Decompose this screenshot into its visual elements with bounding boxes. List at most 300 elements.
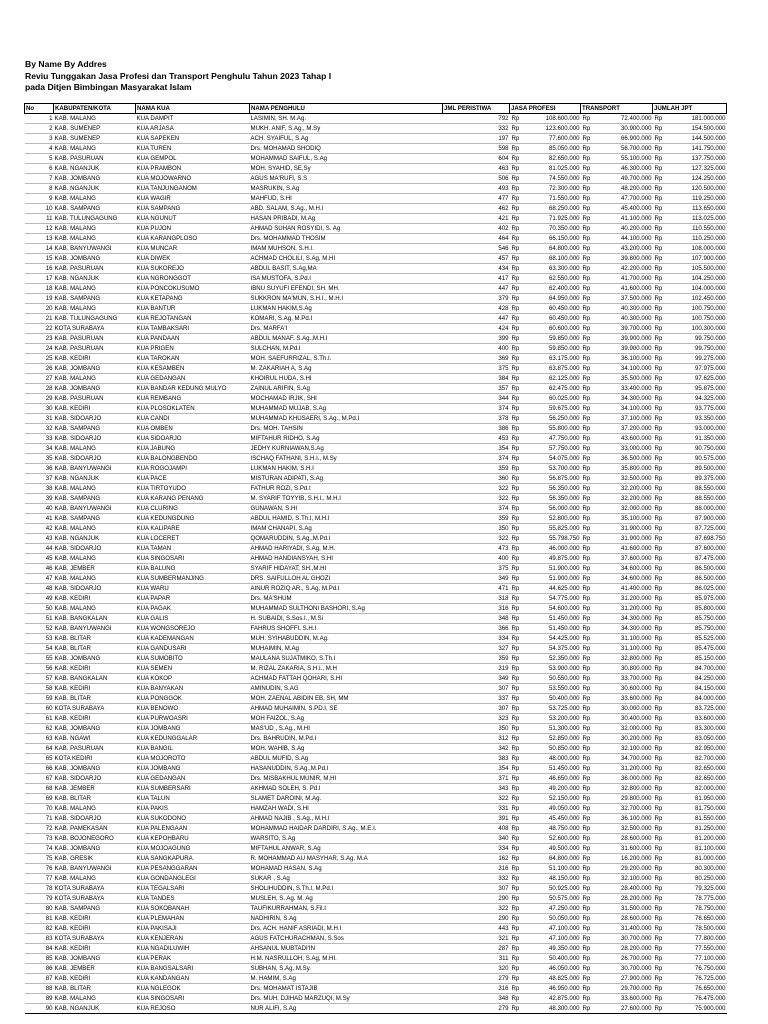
cell-transport: 28.400.000	[594, 884, 653, 894]
cell-nama-kua: KUA PLOSOKLATEN	[136, 404, 250, 414]
header-jasa-profesi: JASA PROFESI	[510, 104, 581, 114]
cell-nama-penghulu: AGUS MA'RUFI, S.S	[250, 174, 443, 184]
cell-currency: Rp	[581, 564, 594, 574]
cell-currency: Rp	[510, 874, 523, 884]
cell-nama-kua: KUA SANGKAPURA	[136, 854, 250, 864]
cell-currency: Rp	[510, 184, 523, 194]
cell-no: 1	[25, 114, 54, 124]
table-row	[25, 994, 727, 1004]
cell-no: 76	[25, 864, 54, 874]
cell-currency: Rp	[510, 114, 523, 124]
cell-jumlah-jpt: 78.775.000	[666, 894, 727, 904]
cell-currency: Rp	[653, 494, 666, 504]
cell-jml-peristiwa: 400	[443, 344, 510, 354]
cell-currency: Rp	[510, 214, 523, 224]
cell-jml-peristiwa: 378	[443, 414, 510, 424]
cell-jumlah-jpt: 107.900.000	[666, 254, 727, 264]
cell-nama-kua: KUA KARANGPLOSO	[136, 234, 250, 244]
cell-currency: Rp	[510, 774, 523, 784]
cell-currency: Rp	[581, 814, 594, 824]
cell-jasa-profesi: 42.875.000	[523, 994, 581, 1004]
table-row	[25, 504, 727, 514]
cell-no: 11	[25, 214, 54, 224]
cell-jumlah-jpt: 78.750.000	[666, 904, 727, 914]
cell-nama-penghulu: MIFTAHUL ANWAR, S.Ag	[250, 844, 443, 854]
cell-jml-peristiwa: 371	[443, 774, 510, 784]
cell-no: 65	[25, 754, 54, 764]
cell-no: 32	[25, 424, 54, 434]
table-row	[25, 634, 727, 644]
cell-nama-kua: KUA ROGOJAMPI	[136, 464, 250, 474]
cell-no: 75	[25, 854, 54, 864]
cell-kabupaten: KAB. MALANG	[54, 804, 136, 814]
cell-jml-peristiwa: 307	[443, 884, 510, 894]
cell-currency: Rp	[581, 914, 594, 924]
cell-nama-penghulu: Drs. MOHAMMAD THOSIM	[250, 234, 443, 244]
cell-no: 48	[25, 584, 54, 594]
cell-no: 49	[25, 594, 54, 604]
cell-jumlah-jpt: 105.500.000	[666, 264, 727, 274]
cell-no: 67	[25, 774, 54, 784]
cell-nama-kua: KUA KALIPARE	[136, 524, 250, 534]
cell-nama-penghulu: MUHAIMIN, M.Ag	[250, 644, 443, 654]
cell-nama-kua: KUA BANGSALSARI	[136, 964, 250, 974]
cell-jasa-profesi: 64.800.000	[523, 244, 581, 254]
cell-kabupaten: KAB. NGANJUK	[54, 474, 136, 484]
cell-transport: 49.700.000	[594, 174, 653, 184]
table-row	[25, 874, 727, 884]
table-row	[25, 324, 727, 334]
cell-currency: Rp	[653, 564, 666, 574]
cell-jumlah-jpt: 83.300.000	[666, 724, 727, 734]
cell-nama-penghulu: AHMAD SUHAN ROSYIDI, S. Ag	[250, 224, 443, 234]
cell-jumlah-jpt: 110.250.000	[666, 234, 727, 244]
cell-nama-penghulu: SUBHAN, S.Ag, M.Sy.	[250, 964, 443, 974]
cell-jasa-profesi: 55.798.750	[523, 534, 581, 544]
cell-jumlah-jpt: 85.150.000	[666, 654, 727, 664]
cell-jumlah-jpt: 87.698.750	[666, 534, 727, 544]
cell-kabupaten: KAB. MALANG	[54, 574, 136, 584]
cell-jml-peristiwa: 279	[443, 974, 510, 984]
cell-currency: Rp	[510, 474, 523, 484]
cell-jasa-profesi: 71.925.000	[523, 214, 581, 224]
cell-kabupaten: KAB. SAMPANG	[54, 514, 136, 524]
cell-transport: 34.600.000	[594, 574, 653, 584]
cell-currency: Rp	[510, 554, 523, 564]
table-row	[25, 284, 727, 294]
cell-transport: 31.100.000	[594, 644, 653, 654]
cell-no: 19	[25, 294, 54, 304]
cell-jml-peristiwa: 457	[443, 254, 510, 264]
cell-transport: 32.100.000	[594, 744, 653, 754]
cell-no: 34	[25, 444, 54, 454]
cell-nama-kua: KUA SUMBERMANJING	[136, 574, 250, 584]
cell-currency: Rp	[510, 614, 523, 624]
cell-nama-penghulu: FATHUR ROZI, S.Pd.I	[250, 484, 443, 494]
cell-kabupaten: KAB. BLITAR	[54, 694, 136, 704]
table-row	[25, 784, 727, 794]
cell-jasa-profesi: 53.550.000	[523, 684, 581, 694]
cell-jumlah-jpt: 144.500.000	[666, 134, 727, 144]
cell-jasa-profesi: 66.150.000	[523, 234, 581, 244]
cell-no: 90	[25, 1004, 54, 1014]
cell-kabupaten: KOTA SURABAYA	[54, 934, 136, 944]
cell-kabupaten: KAB. MALANG	[54, 234, 136, 244]
cell-kabupaten: KAB. PASURUAN	[54, 154, 136, 164]
header-no: No	[25, 104, 54, 114]
cell-transport: 41.700.000	[594, 274, 653, 284]
table-row	[25, 684, 727, 694]
cell-nama-kua: KUA BANTUR	[136, 304, 250, 314]
table-row	[25, 824, 727, 834]
cell-currency: Rp	[653, 884, 666, 894]
cell-nama-penghulu: LUKMAN HAKIM, S.H.I	[250, 464, 443, 474]
cell-kabupaten: KAB. MALANG	[54, 224, 136, 234]
cell-currency: Rp	[581, 764, 594, 774]
cell-kabupaten: KAB. MALANG	[54, 874, 136, 884]
table-row	[25, 524, 727, 534]
cell-kabupaten: KAB. KEDIRI	[54, 974, 136, 984]
document-titles	[25, 59, 331, 94]
cell-jml-peristiwa: 349	[443, 574, 510, 584]
cell-no: 35	[25, 454, 54, 464]
cell-no: 22	[25, 324, 54, 334]
cell-transport: 34.100.000	[594, 404, 653, 414]
table-row	[25, 464, 727, 474]
cell-currency: Rp	[653, 984, 666, 994]
cell-nama-penghulu: SULCHAN, M.Pd.I	[250, 344, 443, 354]
cell-jml-peristiwa: 349	[443, 674, 510, 684]
cell-jumlah-jpt: 102.450.000	[666, 294, 727, 304]
cell-nama-kua: KUA WARU	[136, 584, 250, 594]
cell-jasa-profesi: 56.250.000	[523, 414, 581, 424]
cell-transport: 28.600.000	[594, 914, 653, 924]
cell-no: 84	[25, 944, 54, 954]
cell-kabupaten: KAB. JOMBANG	[54, 844, 136, 854]
cell-transport: 30.200.000	[594, 734, 653, 744]
cell-kabupaten: KAB. MALANG	[54, 284, 136, 294]
cell-jasa-profesi: 50.850.000	[523, 744, 581, 754]
cell-transport: 41.100.000	[594, 214, 653, 224]
cell-currency: Rp	[653, 874, 666, 884]
cell-currency: Rp	[653, 344, 666, 354]
cell-currency: Rp	[510, 784, 523, 794]
cell-nama-kua: KUA GONDANGLEGI	[136, 874, 250, 884]
cell-currency: Rp	[510, 424, 523, 434]
cell-nama-penghulu: AKHMAD SOLEH, S. Pd.I	[250, 784, 443, 794]
cell-jml-peristiwa: 374	[443, 454, 510, 464]
cell-nama-penghulu: MOH. WAHIB, S.Ag	[250, 744, 443, 754]
cell-currency: Rp	[581, 354, 594, 364]
cell-nama-kua: KUA JOMBANG	[136, 724, 250, 734]
cell-currency: Rp	[581, 264, 594, 274]
cell-kabupaten: KAB. BANGKALAN	[54, 674, 136, 684]
cell-currency: Rp	[510, 964, 523, 974]
cell-jml-peristiwa: 360	[443, 474, 510, 484]
cell-currency: Rp	[653, 144, 666, 154]
cell-currency: Rp	[653, 224, 666, 234]
cell-nama-penghulu: MAS'UD , S.Ag., M.HI	[250, 724, 443, 734]
table-row	[25, 1004, 727, 1014]
cell-kabupaten: KAB. KEDIRI	[54, 594, 136, 604]
table-row	[25, 844, 727, 854]
cell-kabupaten: KAB. MALANG	[54, 444, 136, 454]
table-row	[25, 894, 727, 904]
cell-currency: Rp	[510, 444, 523, 454]
cell-transport: 43.600.000	[594, 434, 653, 444]
cell-currency: Rp	[510, 974, 523, 984]
cell-no: 38	[25, 484, 54, 494]
cell-nama-penghulu: M. HAMIM, S.Ag	[250, 974, 443, 984]
cell-nama-kua: KUA REJOSO	[136, 1004, 250, 1014]
table-row	[25, 264, 727, 274]
table-row	[25, 444, 727, 454]
cell-kabupaten: KAB. SUMENEP	[54, 124, 136, 134]
table-row	[25, 114, 727, 124]
cell-kabupaten: KAB. KEDIRI	[54, 664, 136, 674]
cell-currency: Rp	[581, 824, 594, 834]
cell-jasa-profesi: 56.000.000	[523, 504, 581, 514]
cell-jasa-profesi: 50.400.000	[523, 694, 581, 704]
cell-transport: 30.800.000	[594, 664, 653, 674]
table-row	[25, 424, 727, 434]
cell-kabupaten: KAB. SAMPANG	[54, 294, 136, 304]
cell-transport: 34.600.000	[594, 564, 653, 574]
cell-no: 7	[25, 174, 54, 184]
cell-transport: 26.700.000	[594, 954, 653, 964]
cell-jasa-profesi: 47.100.000	[523, 924, 581, 934]
cell-nama-kua: KUA GEDANGAN	[136, 374, 250, 384]
cell-kabupaten: KAB. KEDIRI	[54, 684, 136, 694]
cell-kabupaten: KAB. MALANG	[54, 144, 136, 154]
cell-currency: Rp	[653, 294, 666, 304]
cell-nama-penghulu: ABDUL MUFID, S.Ag	[250, 754, 443, 764]
cell-currency: Rp	[510, 324, 523, 334]
cell-currency: Rp	[653, 674, 666, 684]
cell-no: 10	[25, 204, 54, 214]
cell-nama-penghulu: JEDHY KURNIAWAN,S.Ag	[250, 444, 443, 454]
cell-currency: Rp	[581, 1004, 594, 1014]
title-line-1: By Name By Addres	[25, 59, 107, 69]
cell-jml-peristiwa: 342	[443, 744, 510, 754]
cell-jasa-profesi: 77.600.000	[523, 134, 581, 144]
cell-jumlah-jpt: 124.250.000	[666, 174, 727, 184]
cell-nama-kua: KUA PANDAAN	[136, 334, 250, 344]
table-row	[25, 534, 727, 544]
cell-nama-penghulu: MUHAMMAD MUJAB, S.Ag	[250, 404, 443, 414]
cell-currency: Rp	[653, 194, 666, 204]
cell-transport: 28.600.000	[594, 834, 653, 844]
table-row	[25, 194, 727, 204]
cell-kabupaten: KAB. SAMPANG	[54, 904, 136, 914]
cell-transport: 29.700.000	[594, 984, 653, 994]
cell-jasa-profesi: 60.025.000	[523, 394, 581, 404]
cell-kabupaten: KOTA SURABAYA	[54, 704, 136, 714]
cell-nama-kua: KUA ARJASA	[136, 124, 250, 134]
cell-jumlah-jpt: 99.750.000	[666, 344, 727, 354]
cell-jml-peristiwa: 473	[443, 544, 510, 554]
cell-currency: Rp	[510, 494, 523, 504]
cell-currency: Rp	[581, 654, 594, 664]
cell-kabupaten: KAB. KEDIRI	[54, 924, 136, 934]
cell-nama-kua: KUA JABUNG	[136, 444, 250, 454]
cell-currency: Rp	[581, 704, 594, 714]
cell-kabupaten: KAB. SAMPANG	[54, 204, 136, 214]
cell-jumlah-jpt: 76.650.000	[666, 984, 727, 994]
cell-jumlah-jpt: 94.325.000	[666, 394, 727, 404]
cell-currency: Rp	[581, 534, 594, 544]
table-row	[25, 244, 727, 254]
cell-currency: Rp	[510, 134, 523, 144]
cell-no: 18	[25, 284, 54, 294]
table-row	[25, 804, 727, 814]
cell-kabupaten: KAB. JEMBER	[54, 564, 136, 574]
cell-jml-peristiwa: 604	[443, 154, 510, 164]
cell-jml-peristiwa: 434	[443, 264, 510, 274]
cell-nama-penghulu: MAULANA SUJATMIKO, S.Th.I	[250, 654, 443, 664]
cell-currency: Rp	[510, 1004, 523, 1014]
cell-currency: Rp	[581, 624, 594, 634]
cell-jumlah-jpt: 87.600.000	[666, 544, 727, 554]
cell-transport: 32.200.000	[594, 484, 653, 494]
header-kabupaten: KABUPATEN/KOTA	[54, 104, 136, 114]
cell-nama-kua: KUA TAROKAN	[136, 354, 250, 364]
cell-jumlah-jpt: 80.250.000	[666, 874, 727, 884]
cell-currency: Rp	[653, 684, 666, 694]
cell-currency: Rp	[581, 784, 594, 794]
header-jumlah-jpt: JUMLAH JPT	[653, 104, 727, 114]
cell-jml-peristiwa: 402	[443, 224, 510, 234]
cell-kabupaten: KAB. SIDOARJO	[54, 814, 136, 824]
cell-currency: Rp	[581, 844, 594, 854]
cell-nama-penghulu: MUH. SYIHABUDDIN, M.Ag.	[250, 634, 443, 644]
table-row	[25, 694, 727, 704]
cell-no: 14	[25, 244, 54, 254]
cell-transport: 30.900.000	[594, 124, 653, 134]
cell-currency: Rp	[581, 474, 594, 484]
cell-currency: Rp	[653, 594, 666, 604]
cell-no: 47	[25, 574, 54, 584]
cell-jml-peristiwa: 322	[443, 794, 510, 804]
cell-nama-penghulu: SYARIF HIDAYAT, SH.,M.HI	[250, 564, 443, 574]
cell-nama-penghulu: MOH FAIZOL, S.Ag	[250, 714, 443, 724]
table-row	[25, 614, 727, 624]
cell-jml-peristiwa: 348	[443, 994, 510, 1004]
cell-transport: 28.200.000	[594, 894, 653, 904]
cell-jumlah-jpt: 75.900.000	[666, 1004, 727, 1014]
cell-jumlah-jpt: 85.525.000	[666, 634, 727, 644]
cell-jasa-profesi: 50.050.000	[523, 914, 581, 924]
cell-currency: Rp	[510, 394, 523, 404]
cell-currency: Rp	[510, 534, 523, 544]
cell-jumlah-jpt: 90.750.000	[666, 444, 727, 454]
cell-jml-peristiwa: 493	[443, 184, 510, 194]
table-row	[25, 274, 727, 284]
cell-currency: Rp	[581, 144, 594, 154]
cell-nama-kua: KUA TANDES	[136, 894, 250, 904]
cell-currency: Rp	[510, 464, 523, 474]
cell-currency: Rp	[653, 174, 666, 184]
header-jml-peristiwa: JML PERISTIWA	[443, 104, 510, 114]
cell-currency: Rp	[581, 984, 594, 994]
cell-currency: Rp	[510, 414, 523, 424]
cell-jasa-profesi: 46.650.000	[523, 774, 581, 784]
cell-kabupaten: KAB. SIDOARJO	[54, 414, 136, 424]
cell-no: 59	[25, 694, 54, 704]
cell-kabupaten: KAB. BANGKALAN	[54, 614, 136, 624]
cell-jml-peristiwa: 334	[443, 634, 510, 644]
cell-currency: Rp	[581, 954, 594, 964]
cell-kabupaten: KAB. KEDIRI	[54, 404, 136, 414]
cell-transport: 31.200.000	[594, 764, 653, 774]
table-row	[25, 304, 727, 314]
cell-kabupaten: KAB. KEDIRI	[54, 944, 136, 954]
cell-nama-penghulu: HASAN PRIBADI, M.Ag	[250, 214, 443, 224]
cell-nama-kua: KUA PERAK	[136, 954, 250, 964]
cell-jasa-profesi: 62.550.000	[523, 274, 581, 284]
cell-no: 50	[25, 604, 54, 614]
cell-nama-kua: KUA PAKIS	[136, 804, 250, 814]
cell-kabupaten: KAB. MALANG	[54, 994, 136, 1004]
cell-currency: Rp	[653, 794, 666, 804]
cell-transport: 31.400.000	[594, 924, 653, 934]
cell-nama-penghulu: ABDUL MANAF, S.Ag.,M.H.I	[250, 334, 443, 344]
cell-kabupaten: KAB. MALANG	[54, 554, 136, 564]
cell-jml-peristiwa: 463	[443, 164, 510, 174]
cell-jumlah-jpt: 100.750.000	[666, 304, 727, 314]
cell-currency: Rp	[510, 124, 523, 134]
cell-currency: Rp	[653, 124, 666, 134]
table-row	[25, 214, 727, 224]
cell-transport: 40.300.000	[594, 314, 653, 324]
cell-currency: Rp	[510, 314, 523, 324]
cell-jasa-profesi: 53.725.000	[523, 704, 581, 714]
cell-nama-penghulu: HAMZAH WADI, S.HI	[250, 804, 443, 814]
cell-kabupaten: KAB. BANYUWANGI	[54, 624, 136, 634]
cell-currency: Rp	[510, 694, 523, 704]
cell-nama-penghulu: AHMAD MUHAIMIN, S.PD.I, SE	[250, 704, 443, 714]
cell-nama-penghulu: M. ZAKARIAH A, S.Ag	[250, 364, 443, 374]
cell-jumlah-jpt: 82.700.000	[666, 754, 727, 764]
cell-transport: 32.500.000	[594, 824, 653, 834]
cell-currency: Rp	[653, 604, 666, 614]
cell-currency: Rp	[510, 574, 523, 584]
cell-jasa-profesi: 46.050.000	[523, 964, 581, 974]
cell-nama-kua: KUA PRAMBON	[136, 164, 250, 174]
cell-nama-kua: KUA SAMPANG	[136, 204, 250, 214]
table-row	[25, 564, 727, 574]
cell-currency: Rp	[510, 704, 523, 714]
cell-currency: Rp	[653, 994, 666, 1004]
cell-transport: 32.000.000	[594, 504, 653, 514]
cell-jml-peristiwa: 400	[443, 554, 510, 564]
cell-currency: Rp	[510, 404, 523, 414]
cell-nama-penghulu: HASANUDDIN, S.Ag.,M.Pd.I	[250, 764, 443, 774]
cell-currency: Rp	[653, 864, 666, 874]
table-row	[25, 704, 727, 714]
cell-jml-peristiwa: 350	[443, 524, 510, 534]
cell-currency: Rp	[653, 334, 666, 344]
cell-jasa-profesi: 51.450.000	[523, 624, 581, 634]
cell-jml-peristiwa: 424	[443, 324, 510, 334]
cell-nama-penghulu: QOMARUDDIN, S.Ag.,M.Pd.I	[250, 534, 443, 544]
cell-nama-penghulu: M. RIZAL ZAKARIA, S.H.I., M.H	[250, 664, 443, 674]
cell-currency: Rp	[653, 904, 666, 914]
cell-no: 2	[25, 124, 54, 134]
cell-currency: Rp	[581, 174, 594, 184]
cell-nama-penghulu: AHMAD HARIYADI, S.Ag, M.H.	[250, 544, 443, 554]
cell-no: 61	[25, 714, 54, 724]
